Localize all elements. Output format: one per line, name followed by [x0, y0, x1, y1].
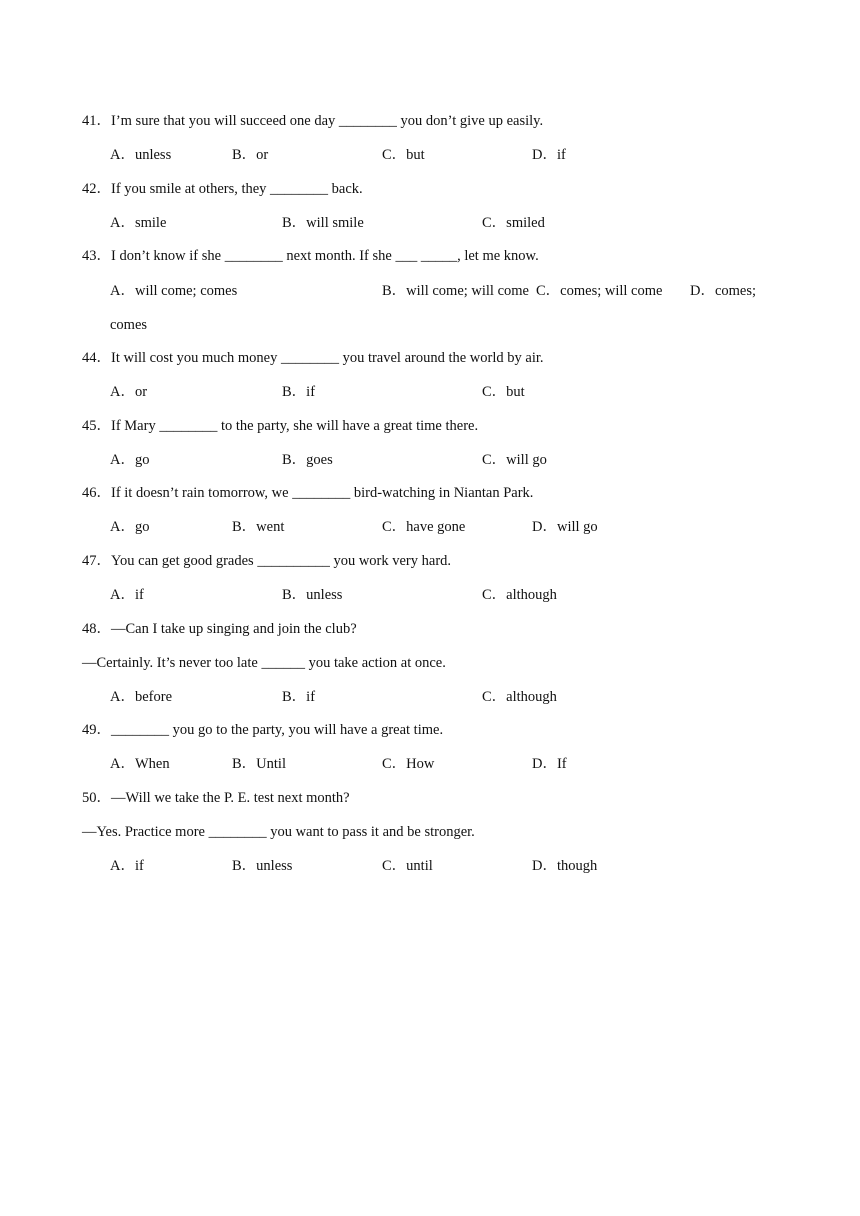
q42-option-b[interactable]: B．will smile [282, 215, 364, 231]
q50-option-b[interactable]: B．unless [232, 858, 293, 874]
q48-option-a[interactable]: A．before [110, 689, 173, 705]
q43-option-c[interactable]: C．comes; will come [536, 283, 663, 299]
question-48-stem: 48．—Can I take up singing and join the club? [82, 621, 357, 637]
q41-option-b[interactable]: B．or [232, 147, 269, 163]
question-49-stem: 49．________ you go to the party, you will have a great time. [82, 722, 444, 738]
q43-option-a[interactable]: A．will come; comes [110, 283, 238, 299]
question-47-stem: 47．You can get good grades __________ you work very hard. [82, 553, 452, 569]
q49-option-b[interactable]: B．Until [232, 756, 286, 772]
question-44-stem: 44．It will cost you much money ________ you travel around the world by air. [82, 350, 544, 366]
q50-option-a[interactable]: A．if [110, 858, 144, 874]
question-46-stem: 46．If it doesn’t rain tomorrow, we ________ bird-watching in Niantan Park. [82, 485, 534, 501]
q47-option-b[interactable]: B．unless [282, 587, 343, 603]
q46-option-b[interactable]: B．went [232, 519, 285, 535]
q49-option-c[interactable]: C．How [382, 756, 435, 772]
question-48-reply: —Certainly. It’s never too late ______ you take action at once. [82, 655, 446, 671]
question-45-stem: 45．If Mary ________ to the party, she will have a great time there. [82, 418, 479, 434]
q41-option-d[interactable]: D．if [532, 147, 566, 163]
q44-option-c[interactable]: C．but [482, 384, 525, 400]
question-41-stem: 41．I’m sure that you will succeed one day ________ you don’t give up easily. [82, 113, 544, 129]
q47-option-c[interactable]: C．although [482, 587, 557, 603]
question-43-stem: 43．I don’t know if she ________ next month. If she ___ _____, let me know. [82, 248, 539, 264]
q41-option-a[interactable]: A．unless [110, 147, 172, 163]
q46-option-a[interactable]: A．go [110, 519, 150, 535]
q45-option-c[interactable]: C．will go [482, 452, 547, 468]
q41-option-c[interactable]: C．but [382, 147, 425, 163]
q42-option-c[interactable]: C．smiled [482, 215, 545, 231]
q45-option-a[interactable]: A．go [110, 452, 150, 468]
q49-option-d[interactable]: D．If [532, 756, 567, 772]
q45-option-b[interactable]: B．goes [282, 452, 333, 468]
q49-option-a[interactable]: A．When [110, 756, 170, 772]
question-42-stem: 42．If you smile at others, they ________ back. [82, 181, 363, 197]
q50-option-d[interactable]: D．though [532, 858, 598, 874]
q48-option-b[interactable]: B．if [282, 689, 316, 705]
q43-option-d-wrap: comes [110, 317, 148, 333]
q48-option-c[interactable]: C．although [482, 689, 557, 705]
q44-option-b[interactable]: B．if [282, 384, 316, 400]
question-50-stem: 50．—Will we take the P. E. test next month? [82, 790, 350, 806]
question-50-reply: —Yes. Practice more ________ you want to pass it and be stronger. [82, 824, 475, 840]
q43-option-d[interactable]: D．comes; [690, 283, 757, 299]
q44-option-a[interactable]: A．or [110, 384, 148, 400]
q43-option-b[interactable]: B．will come; will come [382, 283, 529, 299]
q50-option-c[interactable]: C．until [382, 858, 433, 874]
q46-option-c[interactable]: C．have gone [382, 519, 466, 535]
q42-option-a[interactable]: A．smile [110, 215, 167, 231]
q47-option-a[interactable]: A．if [110, 587, 144, 603]
q46-option-d[interactable]: D．will go [532, 519, 598, 535]
